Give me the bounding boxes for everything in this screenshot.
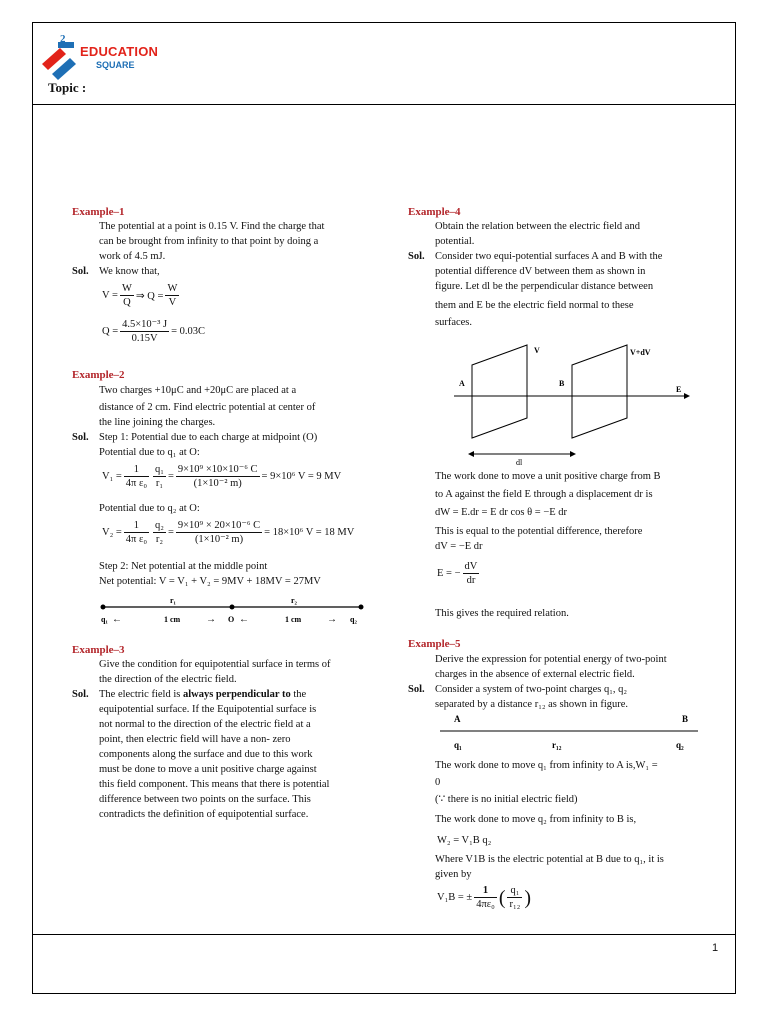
example-4-work-line3: dW = E.dr = E dr cos θ = −E dr — [435, 507, 568, 518]
example-4-work-line5: dV = −E dr — [435, 541, 483, 552]
figure-label-v-plus-dv: V+dV — [630, 348, 651, 357]
example-3-question-line2: the direction of the electric field. — [99, 674, 237, 685]
figure-label-r12: r₁₂ — [552, 740, 562, 750]
example-2-question-line2: distance of 2 cm. Find electric potential at center of — [99, 402, 316, 413]
example-4-sol-line1: Consider two equi-potential surfaces A and B with the — [435, 251, 663, 262]
example-4-question-line2: potential. — [435, 236, 475, 247]
example-3-title: Example–3 — [72, 644, 125, 656]
example-4-sol-line4: them and E be the electric field normal to these — [435, 300, 634, 311]
figure-label-a: A — [459, 379, 465, 388]
example-5-sol-line1: Consider a system of two-point charges q₁, q₂ — [435, 684, 628, 695]
example-5-work-line3: (∵ there is no initial electric field) — [435, 794, 578, 805]
example-1-question-line2: can be brought from infinity to that point by doing a — [99, 236, 319, 247]
example-5-question-line1: Derive the expression for potential energy of two-point — [435, 654, 667, 665]
svg-text:→: → — [327, 614, 337, 625]
example-5-work-equation: W₂ = V₁B q₂ — [437, 835, 492, 846]
figure-label-r2: r₂ — [291, 596, 297, 605]
example-3-sol-line4: point, then electric field will have a non- zero — [99, 734, 291, 745]
example-2-equation-v1: V₁ = $\frac{1}{\text{4π ε₀}}$ $\frac{\text{q₁}}{\text{r₁}}$ = $\frac{\text{9×10⁹ ×10×10⁻⁶ C}}{\text{(1×10⁻² m)}}$ = 9×10⁶ V = 9 MV — [102, 464, 342, 489]
logo-title: EDUCATION — [80, 44, 159, 59]
example-4-sol-line5: surfaces. — [435, 317, 473, 328]
example-2-question-line1: Two charges +10μC and +20μC are placed at a — [99, 385, 297, 396]
example-5-work-line1: The work done to move q₁ from infinity to A is,W₁ = — [435, 760, 658, 771]
example-5-question-line2: charges in the absence of external electric field. — [435, 669, 635, 680]
example-3-sol-line9: contradicts the definition of equipotential surface. — [99, 809, 309, 820]
figure-label-q2: q₂ — [350, 615, 357, 624]
example-4-sol-line3: figure. Let dl be the perpendicular distance between — [435, 281, 654, 292]
example-3-sol-line3: not normal to the direction of the electric field at a — [99, 719, 311, 730]
example-4-title: Example–4 — [408, 206, 461, 218]
example-2-step-1c: Potential due to q₂ at O: — [99, 503, 200, 514]
example-2-step-1: Step 1: Potential due to each charge at midpoint (O) — [99, 432, 318, 443]
example-4-conclusion: This gives the required relation. — [435, 608, 569, 619]
example-5-equation-v1b: V₁B = ± $\frac{1}{\text{4πε₀}}$ ( $\frac{\text{q₁}}{\text{r₁₂}}$ ) — [437, 885, 531, 910]
example-2-sol-label: Sol. — [72, 432, 89, 443]
example-3-question-line1: Give the condition for equipotential surface in terms of — [99, 659, 331, 670]
example-5-title: Example–5 — [408, 638, 461, 650]
example-3-sol-line1: The electric field is always perpendicular to the — [99, 689, 307, 700]
figure-label-charge-q2: q₂ — [676, 740, 684, 750]
example-1-title: Example–1 — [72, 206, 125, 218]
example-5-sol-line2: separated by a distance r₁₂ as shown in figure. — [435, 699, 629, 710]
example-1-question-line3: work of 4.5 mJ. — [99, 251, 166, 262]
figure-label-o: O — [228, 615, 235, 624]
example-1-equation-2: Q = $\frac{\text{4.5×10⁻³ J}}{0.15V}$ = 0.03C — [102, 319, 206, 344]
example-3-sol-line2: equipotential surface. If the Equipotential surface is — [99, 704, 317, 715]
example-3-sol-label: Sol. — [72, 689, 89, 700]
example-4-equation-e: E = − $\frac{dV}{dr}$ — [437, 561, 478, 586]
example-2-question-line3: the line joining the charges. — [99, 417, 216, 428]
example-3-sol-line8: difference between two points on the surface. This — [99, 794, 311, 805]
example-2-charge-line-figure — [98, 595, 368, 629]
example-1-sol-line1: We know that, — [99, 266, 160, 277]
figure-label-b: B — [559, 379, 565, 388]
figure-label-point-b: B — [682, 714, 689, 724]
logo-subtitle: SQUARE — [96, 60, 135, 70]
figure-label-q1: q₁ — [101, 615, 108, 624]
svg-text:→: → — [206, 614, 216, 625]
two-charges-figure — [440, 710, 698, 756]
figure-label-e: E — [676, 385, 682, 394]
example-4-work-line2: to A against the field E through a displacement dr is — [435, 489, 653, 500]
example-4-question-line1: Obtain the relation between the electric field and — [435, 221, 640, 232]
example-5-work-line6: Where V1B is the electric potential at B due to q₁, it is — [435, 854, 664, 865]
footer-divider — [32, 934, 736, 935]
example-2-equation-v2: V₂ = $\frac{1}{\text{4π ε₀}}$ $\frac{\text{q₂}}{\text{r₂}}$ = $\frac{\text{9×10⁹ × 20×10⁻⁶ C}}{\text{(1×10⁻² m)}}$ = 18×10⁶ V = 18 MV — [102, 520, 355, 545]
example-4-work-line1: The work done to move a unit positive charge from B — [435, 471, 661, 482]
topic-label: Topic : — [48, 80, 87, 95]
figure-label-dl: dl — [516, 458, 523, 467]
example-5-sol-label: Sol. — [408, 684, 425, 695]
example-5-work-line2: 0 — [435, 777, 441, 788]
example-5-work-line7: given by — [435, 869, 472, 880]
svg-text:←: ← — [239, 614, 249, 625]
figure-label-r1: r₁ — [170, 596, 176, 605]
page-number: 1 — [712, 942, 719, 954]
figure-label-distance-2: 1 cm — [285, 615, 302, 624]
figure-label-charge-q1: q₁ — [454, 740, 462, 750]
example-2-step-1b: Potential due to q₁ at O: — [99, 447, 200, 458]
example-1-sol-label: Sol. — [72, 266, 89, 277]
example-2-step-2: Step 2: Net potential at the middle point — [99, 561, 268, 572]
example-3-sol-line7: this field component. This means that there is potential — [99, 779, 330, 790]
example-5-work-line4: The work done to move q₂ from infinity to B is, — [435, 814, 637, 825]
svg-text:←: ← — [112, 614, 122, 625]
equipotential-surfaces-figure — [452, 340, 694, 468]
example-2-title: Example–2 — [72, 369, 125, 381]
logo-superscript: 2 — [60, 34, 66, 45]
figure-label-point-a: A — [454, 714, 461, 724]
figure-label-v: V — [534, 346, 540, 355]
example-4-sol-line2: potential difference dV between them as shown in — [435, 266, 646, 277]
example-4-sol-label: Sol. — [408, 251, 425, 262]
example-2-net-potential: Net potential: V = V₁ + V₂ = 9MV + 18MV = 27MV — [99, 576, 321, 587]
example-1-question-line1: The potential at a point is 0.15 V. Find the charge that — [99, 221, 325, 232]
header-divider — [32, 104, 736, 105]
example-3-sol-line5: components along the surface and due to this work — [99, 749, 313, 760]
example-3-sol-line6: must be done to move a unit positive charge against — [99, 764, 317, 775]
example-4-work-line4: This is equal to the potential difference, therefore — [435, 526, 643, 537]
figure-label-distance-1: 1 cm — [164, 615, 181, 624]
example-1-equation-1: V = $\frac{W}{Q}$ ⇒ Q = $\frac{W}{V}$ — [102, 283, 178, 308]
